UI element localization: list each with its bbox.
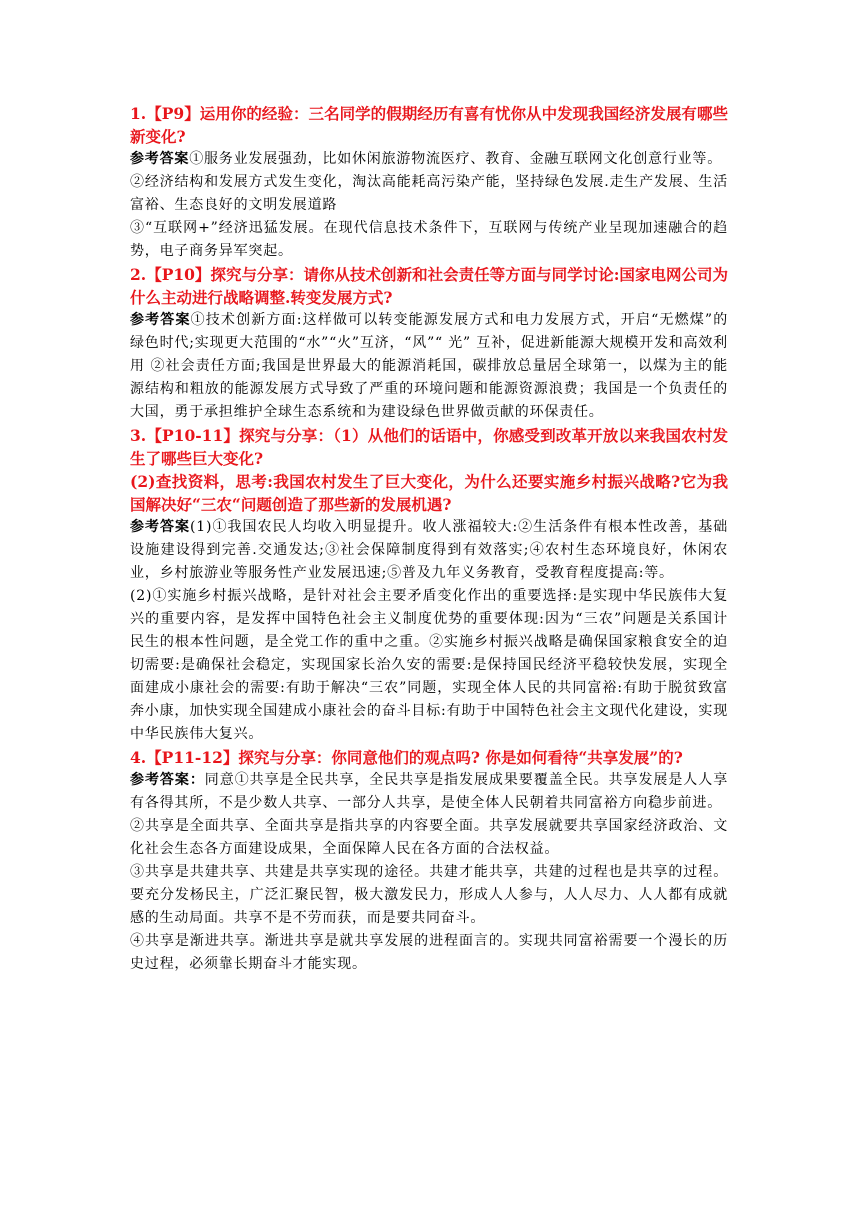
answer-text: (1)①我国农民人均收入明显提升。收人涨福较大:②生活条件有根本性改善，基础设施建设得到完善.交通发达;③社会保障制度得到有效落实;④农村生态环境良好，休闲农业，乡村旅游业等服务性产业发展迅速;⑤普及九年义务教育，受教育程度提高:等。 bbox=[130, 519, 729, 581]
question-4: 4.【P11-12】探究与分享：你同意他们的观点吗? 你是如何看待“共享发展”的? bbox=[130, 748, 683, 767]
answer-text: ①服务业发展强劲，比如休闲旅游物流医疗、教育、金融互联网文化创意行业等。 bbox=[189, 151, 723, 167]
question-3-part-2: (2)查找资料，思考:我国农村发生了巨大变化，为什么还要实施乡村振兴战略?它为我国解决好“三农“问题创造了那些新的发展机遇? bbox=[130, 472, 728, 514]
answer-4-part-2: ②共享是全面共享、全面共享是指共享的内容要全面。共享发展就要共享国家经济政治、文化社会生态各方面建设成果，全面保障人民在各方面的合法权益。 bbox=[130, 818, 728, 857]
answer-1-part-1 bbox=[130, 148, 728, 171]
answer-3-part-2: (2)①实施乡村振兴战略，是针对社会主要矛盾变化作出的重要选择:是实现中华民族伟大复兴的重要内容，是发挥中国特色社会主义制度优势的重要体现:因为“三农”问题是关系国计民生的根本性问题，是全党工作的重中之重。②实施乡村振兴战略是确保国家粮食安全的迫切需要:是确保社会稳定，实现国家长治久安的需要:是保持国民经济平稳较快发展，实现全面建成小康社会的需要:有助于解决“三农”同题，实现全体人民的共同富裕:有助于脱贫致富奔小康，加快实现全国建成小康社会的奋斗目标:有助于中国特色社会主文现代化建设，实现中华民族伟大复兴。 bbox=[130, 588, 728, 742]
answer-1-part-3: ③“互联网+”经济迅猛发展。在现代信息技术条件下，互联网与传统产业呈现加速融合的趋势，电子商务异军突起。 bbox=[130, 220, 728, 259]
question-3-part-1: 3.【P10-11】探究与分享：（1）从他们的话语中，你感受到改革开放以来我国农村发生了哪些巨大变化? bbox=[130, 426, 728, 468]
answer-text: ①技术创新方面:这样做可以转变能源发展方式和电力发展方式，开启“无燃煤”的绿色时代;实现更大范围的“水”“火”互济，“风”“ 光” 互补，促进新能源大规模开发和高效利用 ②社会责任方面;我国是世界最大的能源消耗国，碳排放总量居全球第一，以煤为主的能源结构和粗放的能源发展方式导致了严重的环境问题和能源资源浪费；我国是一个负责任的大国，勇于承担维护全球生态系统和为建设绿色世界做贡献的环保责任。 bbox=[130, 312, 728, 420]
answer-4-part-1 bbox=[130, 769, 728, 815]
answer-label: 参考答案： bbox=[130, 772, 205, 788]
question-1: 1.【P9】运用你的经验：三名同学的假期经历有喜有忧你从中发现我国经济发展有哪些新变化? bbox=[130, 104, 728, 146]
document-page bbox=[130, 102, 728, 976]
answer-4-part-4: ④共享是渐进共享。渐进共享是就共享发展的进程面言的。实现共同富裕需要一个漫长的历史过程，必须靠长期奋斗才能实现。 bbox=[130, 933, 728, 972]
answer-text: 同意①共享是全民共享，全民共享是指发展成果要覆盖全民。共享发展是人人享有各得其所，不是少数人共享、一部分人共享，是使全体人民朝着共同富裕方向稳步前进。 bbox=[130, 772, 729, 811]
question-2: 2.【P10】探究与分享：请你从技术创新和社会责任等方面与同学讨论:国家电网公司为什么主动进行战略调整.转变发展方式? bbox=[130, 265, 728, 307]
answer-2-part-1 bbox=[130, 309, 728, 424]
answer-3-part-1 bbox=[130, 516, 728, 585]
answer-label: 参考答案 bbox=[130, 151, 190, 167]
answer-4-part-3: ③共享是共建共享、共建是共享实现的途径。共建才能共享，共建的过程也是共享的过程。要充分发杨民主，广泛汇聚民智，极大激发民力，形成人人参与，人人尽力、人人都有成就感的生动局面。共享不是不劳而获，而是要共同奋斗。 bbox=[130, 864, 728, 926]
answer-1-part-2: ②经济结构和发展方式发生变化，淘汰高能耗高污染产能，坚持绿色发展.走生产发展、生活富裕、生态良好的文明发展道路 bbox=[130, 174, 728, 213]
answer-label: 参考答案 bbox=[130, 312, 191, 328]
answer-label: 参考答案 bbox=[130, 519, 191, 535]
